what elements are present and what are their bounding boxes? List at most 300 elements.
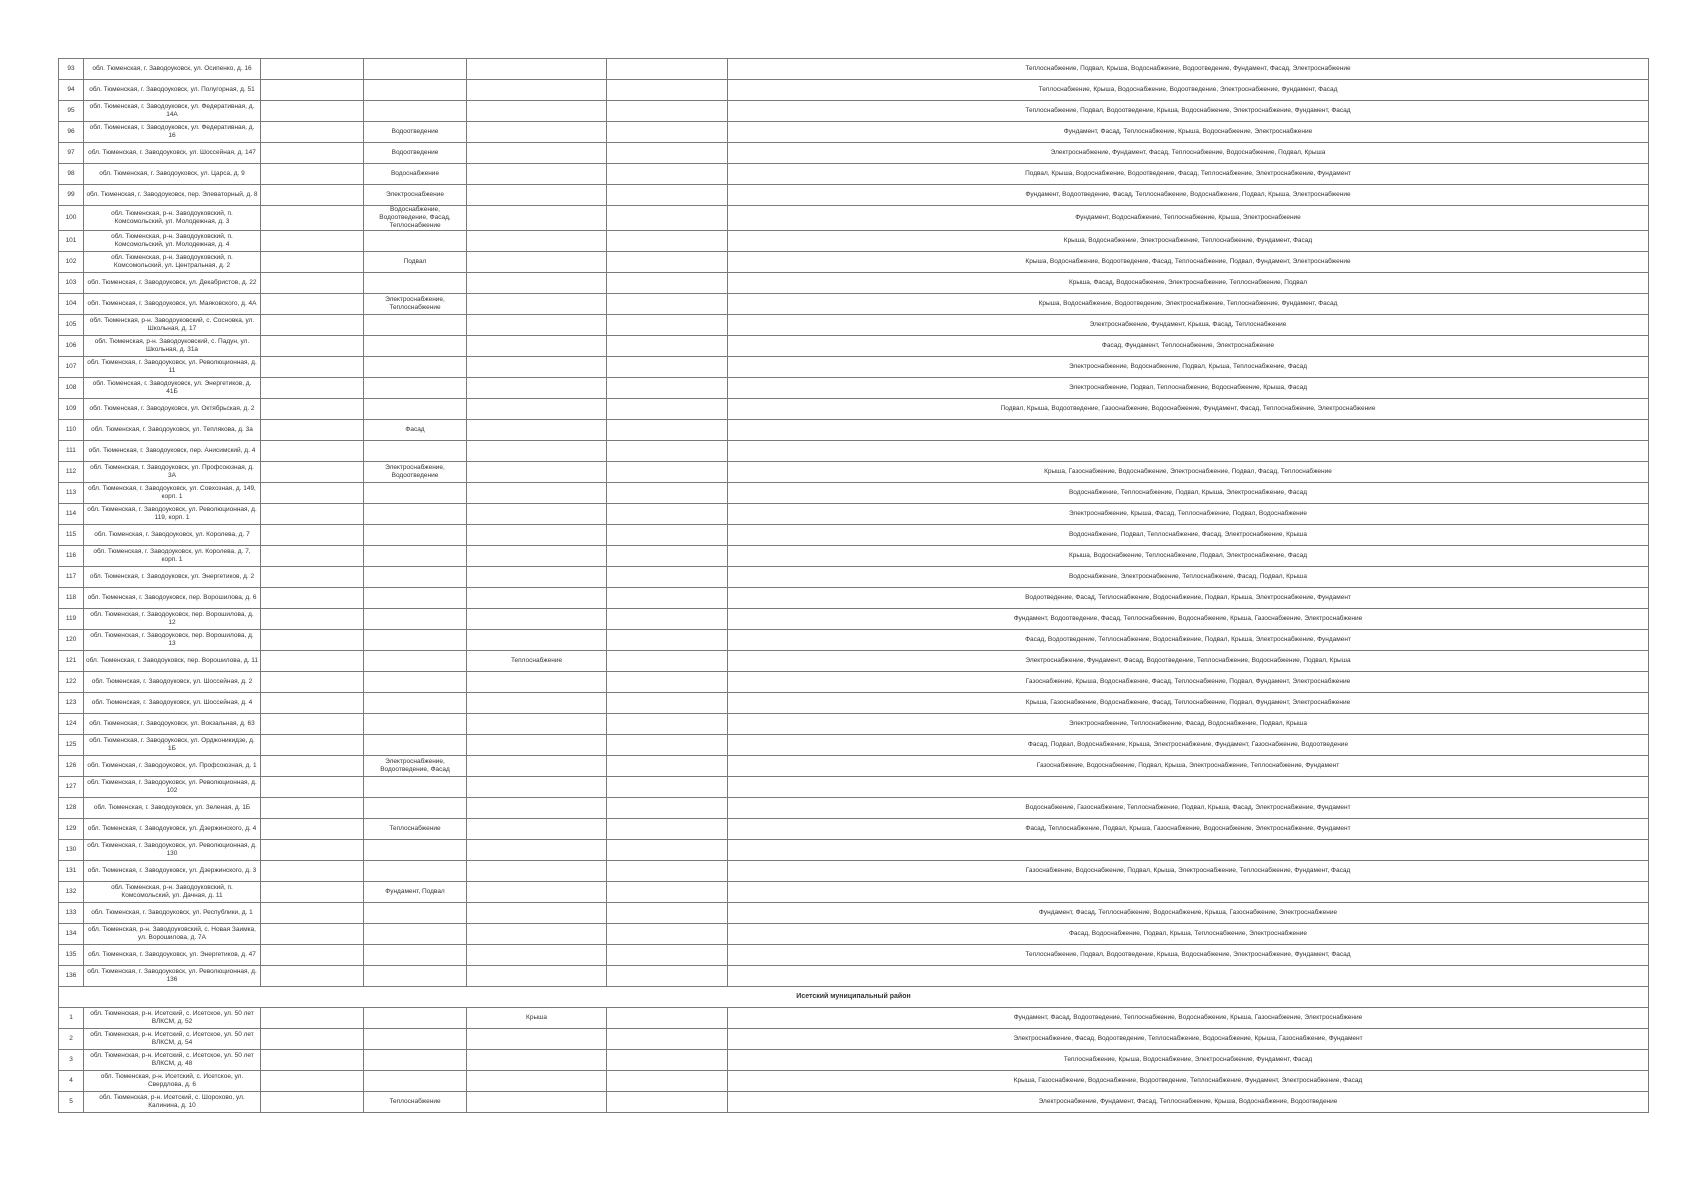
table-row [59,122,1649,143]
cell-col5 [467,273,607,294]
works-list-cell: Электроснабжение, Подвал, Теплоснабжение, Водоснабжение, Крыша, Фасад [728,378,1649,399]
table-row [59,672,1649,693]
cell-col3 [261,1071,364,1092]
row-number: 129 [59,819,84,840]
cell-col5 [467,630,607,651]
table-row [59,735,1649,756]
cell-col6 [607,483,728,504]
cell-col5 [467,1029,607,1050]
cell-col5 [467,441,607,462]
cell-col6 [607,840,728,861]
row-number: 110 [59,420,84,441]
cell-col3 [261,840,364,861]
cell-col3 [261,273,364,294]
works-list-cell: Электроснабжение, Фундамент, Фасад, Теплоснабжение, Крыша, Водоснабжение, Водоотведение [728,1092,1649,1113]
works-list-cell: Фундамент, Фасад, Водоотведение, Теплоснабжение, Водоснабжение, Крыша, Газоснабжение, Электроснабжение [728,1008,1649,1029]
cell-col5 [467,399,607,420]
table-row [59,252,1649,273]
address-cell: обл. Тюменская, г. Заводоуковск, ул. Шоссейная, д. 2 [84,672,261,693]
cell-col5 [467,143,607,164]
cell-col4 [364,1008,467,1029]
row-number: 97 [59,143,84,164]
row-number: 117 [59,567,84,588]
cell-col3 [261,504,364,525]
row-number: 121 [59,651,84,672]
cell-col6 [607,567,728,588]
cell-col5 [467,567,607,588]
cell-col6 [607,231,728,252]
cell-col3 [261,651,364,672]
cell-col3 [261,672,364,693]
cell-col3 [261,143,364,164]
cell-col6 [607,378,728,399]
cell-col4 [364,966,467,987]
table-row [59,185,1649,206]
works-list-cell: Крыша, Газоснабжение, Водоснабжение, Электроснабжение, Подвал, Фасад, Теплоснабжение [728,462,1649,483]
section-header [59,987,1649,1008]
cell-col6 [607,861,728,882]
address-cell: обл. Тюменская, г. Заводоуковск, ул. Маяковского, д. 4А [84,294,261,315]
cell-col6 [607,1008,728,1029]
cell-col3 [261,924,364,945]
table-row [59,273,1649,294]
cell-col5 [467,315,607,336]
row-number: 107 [59,357,84,378]
address-cell: обл. Тюменская, г. Заводоуковск, ул. Федеративная, д. 14А [84,101,261,122]
cell-col4 [364,504,467,525]
table-row [59,945,1649,966]
cell-col3 [261,609,364,630]
works-list-cell: Электроснабжение, Фундамент, Фасад, Теплоснабжение, Водоснабжение, Подвал, Крыша [728,143,1649,164]
cell-col3 [261,903,364,924]
table-row [59,1008,1649,1029]
cell-col5 [467,525,607,546]
cell-col5 [467,1050,607,1071]
row-number: 126 [59,756,84,777]
table-row [59,756,1649,777]
works-list-cell [728,420,1649,441]
row-number: 2 [59,1029,84,1050]
cell-col5 [467,420,607,441]
works-list-cell: Водоснабжение, Газоснабжение, Теплоснабжение, Подвал, Крыша, Фасад, Электроснабжение, Фундамент [728,798,1649,819]
table-row [59,903,1649,924]
address-cell: обл. Тюменская, г. Заводоуковск, ул. Революционная, д. 119, корп. 1 [84,504,261,525]
row-number: 103 [59,273,84,294]
address-cell: обл. Тюменская, г. Заводоуковск, ул. Шоссейная, д. 4 [84,693,261,714]
cell-col5 [467,357,607,378]
works-list-cell: Газоснабжение, Водоснабжение, Подвал, Крыша, Электроснабжение, Теплоснабжение, Фундамент, Фасад [728,861,1649,882]
row-number: 132 [59,882,84,903]
row-number: 127 [59,777,84,798]
table-row [59,714,1649,735]
cell-col4: Электроснабжение [364,185,467,206]
cell-col4 [364,777,467,798]
table-row [59,399,1649,420]
cell-col6 [607,546,728,567]
row-number: 104 [59,294,84,315]
cell-col3 [261,819,364,840]
works-list-cell: Фундамент, Водоотведение, Фасад, Теплоснабжение, Водоснабжение, Крыша, Газоснабжение, Электроснабжение [728,609,1649,630]
row-number: 122 [59,672,84,693]
address-cell: обл. Тюменская, г. Заводоуковск, ул. Теплякова, д. 3а [84,420,261,441]
address-cell: обл. Тюменская, р-н. Заводоуковский, п. Комсомольский, ул. Центральная, д. 2 [84,252,261,273]
row-number: 1 [59,1008,84,1029]
cell-col3 [261,206,364,231]
works-list-cell: Водоснабжение, Теплоснабжение, Подвал, Крыша, Электроснабжение, Фасад [728,483,1649,504]
cell-col5 [467,861,607,882]
cell-col5 [467,966,607,987]
cell-col3 [261,483,364,504]
cell-col5 [467,609,607,630]
works-list-cell [728,882,1649,903]
cell-col4: Электроснабжение, Теплоснабжение [364,294,467,315]
cell-col6 [607,1092,728,1113]
row-number: 93 [59,59,84,80]
address-cell: обл. Тюменская, р-н. Заводоуковский, п. Комсомольский, ул. Дачная, д. 11 [84,882,261,903]
cell-col5 [467,483,607,504]
table-row [59,630,1649,651]
cell-col6 [607,1050,728,1071]
cell-col4 [364,59,467,80]
row-number: 98 [59,164,84,185]
address-cell: обл. Тюменская, г. Заводоуковск, ул. Королева, д. 7 [84,525,261,546]
cell-col5 [467,798,607,819]
cell-col3 [261,567,364,588]
row-number: 123 [59,693,84,714]
table-row [59,378,1649,399]
address-cell: обл. Тюменская, г. Заводоуковск, ул. Энергетиков, д. 2 [84,567,261,588]
cell-col3 [261,1092,364,1113]
address-cell: обл. Тюменская, р-н. Заводоуковский, п. Комсомольский, ул. Молодежная, д. 3 [84,206,261,231]
cell-col3 [261,336,364,357]
cell-col6 [607,924,728,945]
cell-col5 [467,122,607,143]
table-row [59,651,1649,672]
cell-col3 [261,420,364,441]
cell-col4: Теплоснабжение [364,1092,467,1113]
cell-col4 [364,567,467,588]
works-list-cell: Крыша, Фасад, Водоснабжение, Электроснабжение, Теплоснабжение, Подвал [728,273,1649,294]
cell-col5 [467,80,607,101]
address-cell: обл. Тюменская, г. Заводоуковск, ул. Дзержинского, д. 3 [84,861,261,882]
works-list-cell: Теплоснабжение, Подвал, Водоотведение, Крыша, Водоснабжение, Электроснабжение, Фундамент, Фасад [728,945,1649,966]
row-number: 96 [59,122,84,143]
cell-col5 [467,231,607,252]
row-number: 136 [59,966,84,987]
cell-col4 [364,693,467,714]
cell-col4 [364,609,467,630]
cell-col4: Водоснабжение, Водоотведение, Фасад, Теплоснабжение [364,206,467,231]
row-number: 133 [59,903,84,924]
row-number: 94 [59,80,84,101]
address-cell: обл. Тюменская, г. Заводоуковск, ул. Республики, д. 1 [84,903,261,924]
cell-col4 [364,903,467,924]
cell-col3 [261,399,364,420]
cell-col5 [467,777,607,798]
row-number: 131 [59,861,84,882]
cell-col6 [607,945,728,966]
cell-col6 [607,206,728,231]
cell-col6 [607,714,728,735]
works-list-cell: Электроснабжение, Крыша, Фасад, Теплоснабжение, Подвал, Водоснабжение [728,504,1649,525]
table-row [59,164,1649,185]
address-cell: обл. Тюменская, г. Заводоуковск, ул. Дзержинского, д. 4 [84,819,261,840]
cell-col4 [364,945,467,966]
cell-col6 [607,122,728,143]
cell-col5 [467,693,607,714]
address-cell: обл. Тюменская, г. Заводоуковск, ул. Октябрьская, д. 2 [84,399,261,420]
table-row [59,840,1649,861]
cell-col3 [261,185,364,206]
cell-col4 [364,441,467,462]
spreadsheet-page [58,58,1649,1113]
table-row [59,101,1649,122]
cell-col6 [607,651,728,672]
cell-col3 [261,462,364,483]
row-number: 108 [59,378,84,399]
cell-col6 [607,756,728,777]
table-row [59,294,1649,315]
cell-col6 [607,588,728,609]
cell-col5 [467,588,607,609]
cell-col5 [467,504,607,525]
cell-col6 [607,336,728,357]
cell-col6 [607,294,728,315]
works-list-cell: Фундамент, Водоотведение, Фасад, Теплоснабжение, Водоснабжение, Подвал, Крыша, Электроснабжение [728,185,1649,206]
cell-col5 [467,252,607,273]
cell-col3 [261,441,364,462]
row-number: 115 [59,525,84,546]
cell-col4 [364,101,467,122]
cell-col3 [261,756,364,777]
row-number: 120 [59,630,84,651]
table-row [59,777,1649,798]
works-list-cell: Крыша, Газоснабжение, Водоснабжение, Фасад, Теплоснабжение, Подвал, Фундамент, Электроснабжение [728,693,1649,714]
works-list-cell: Фасад, Водоснабжение, Подвал, Крыша, Теплоснабжение, Электроснабжение [728,924,1649,945]
row-number: 124 [59,714,84,735]
cell-col5 [467,294,607,315]
row-number: 112 [59,462,84,483]
address-cell: обл. Тюменская, г. Заводоуковск, ул. Королева, д. 7, корп. 1 [84,546,261,567]
cell-col6 [607,164,728,185]
cell-col4: Водоотведение [364,122,467,143]
row-number: 130 [59,840,84,861]
works-list-cell: Теплоснабжение, Подвал, Крыша, Водоснабжение, Водоотведение, Фундамент, Фасад, Электроснабжение [728,59,1649,80]
cell-col6 [607,966,728,987]
cell-col4 [364,714,467,735]
cell-col3 [261,1008,364,1029]
cell-col6 [607,143,728,164]
cell-col3 [261,252,364,273]
cell-col4 [364,588,467,609]
table-row [59,143,1649,164]
row-number: 105 [59,315,84,336]
cell-col6 [607,903,728,924]
cell-col5 [467,840,607,861]
cell-col3 [261,588,364,609]
cell-col4: Водоснабжение [364,164,467,185]
works-list-cell: Крыша, Газоснабжение, Водоснабжение, Водоотведение, Теплоснабжение, Фундамент, Электроснабжение, Фасад [728,1071,1649,1092]
cell-col3 [261,714,364,735]
cell-col3 [261,630,364,651]
address-cell: обл. Тюменская, г. Заводоуковск, ул. Федеративная, д. 16 [84,122,261,143]
cell-col5 [467,672,607,693]
row-number: 128 [59,798,84,819]
table-row [59,1092,1649,1113]
cell-col4 [364,315,467,336]
works-list-cell: Фундамент, Фасад, Теплоснабжение, Водоснабжение, Крыша, Газоснабжение, Электроснабжение [728,903,1649,924]
cell-col4 [364,399,467,420]
cell-col5 [467,546,607,567]
cell-col4: Электроснабжение, Водоотведение, Фасад [364,756,467,777]
cell-col4 [364,672,467,693]
cell-col5 [467,714,607,735]
cell-col5 [467,378,607,399]
cell-col3 [261,861,364,882]
cell-col4 [364,546,467,567]
cell-col6 [607,462,728,483]
address-cell: обл. Тюменская, г. Заводоуковск, ул. Полугорная, д. 51 [84,80,261,101]
cell-col5 [467,185,607,206]
address-cell: обл. Тюменская, г. Заводоуковск, ул. Революционная, д. 11 [84,357,261,378]
cell-col3 [261,101,364,122]
works-list-cell: Подвал, Крыша, Водоотведение, Газоснабжение, Водоснабжение, Фундамент, Фасад, Теплоснабжение, Электроснабжение [728,399,1649,420]
cell-col5 [467,206,607,231]
works-list-cell: Теплоснабжение, Подвал, Водоотведение, Крыша, Водоснабжение, Электроснабжение, Фундамент, Фасад [728,101,1649,122]
address-cell: обл. Тюменская, р-н. Исетский, с. Шорохово, ул. Калинина, д. 10 [84,1092,261,1113]
works-list-cell: Крыша, Водоснабжение, Теплоснабжение, Подвал, Электроснабжение, Фасад [728,546,1649,567]
works-list-cell: Фундамент, Фасад, Теплоснабжение, Крыша, Водоснабжение, Электроснабжение [728,122,1649,143]
cell-col4 [364,525,467,546]
cell-col4 [364,357,467,378]
table-row [59,1029,1649,1050]
address-cell: обл. Тюменская, г. Заводоуковск, ул. Профсоюзная, д. 3А [84,462,261,483]
address-cell: обл. Тюменская, г. Заводоуковск, пер. Ворошилова, д. 11 [84,651,261,672]
row-number: 111 [59,441,84,462]
table-row [59,231,1649,252]
cell-col4 [364,483,467,504]
cell-col3 [261,80,364,101]
cell-col6 [607,525,728,546]
cell-col4: Теплоснабжение [364,819,467,840]
cell-col6 [607,630,728,651]
cell-col4 [364,798,467,819]
works-list-cell: Фасад, Водоотведение, Теплоснабжение, Водоснабжение, Подвал, Крыша, Электроснабжение, Фундамент [728,630,1649,651]
address-cell: обл. Тюменская, р-н. Исетский, с. Исетское, ул. 50 лет ВЛКСМ, д. 52 [84,1008,261,1029]
cell-col5: Теплоснабжение [467,651,607,672]
cell-col3 [261,315,364,336]
table-row [59,1071,1649,1092]
cell-col4 [364,651,467,672]
cell-col4 [364,1029,467,1050]
row-number: 106 [59,336,84,357]
cell-col3 [261,546,364,567]
cell-col5 [467,903,607,924]
table-row [59,441,1649,462]
address-cell: обл. Тюменская, г. Заводоуковск, ул. Орджоникидзе, д. 1Б [84,735,261,756]
table-row [59,861,1649,882]
works-list-cell: Газоснабжение, Водоснабжение, Подвал, Крыша, Электроснабжение, Теплоснабжение, Фундамент [728,756,1649,777]
row-number: 102 [59,252,84,273]
table-row [59,819,1649,840]
cell-col4 [364,231,467,252]
row-number: 135 [59,945,84,966]
row-number: 101 [59,231,84,252]
works-list-cell: Электроснабжение, Фасад, Водоотведение, Теплоснабжение, Водоснабжение, Крыша, Газоснабжение, Фундамент [728,1029,1649,1050]
cell-col6 [607,273,728,294]
cell-col6 [607,399,728,420]
table-row [59,609,1649,630]
row-number: 119 [59,609,84,630]
address-cell: обл. Тюменская, р-н. Заводоуковский, п. Комсомольский, ул. Молодежная, д. 4 [84,231,261,252]
works-list-cell: Электроснабжение, Фундамент, Крыша, Фасад, Теплоснабжение [728,315,1649,336]
cell-col3 [261,798,364,819]
table-row [59,336,1649,357]
table-row [59,315,1649,336]
works-list-cell: Электроснабжение, Фундамент, Фасад, Водоотведение, Теплоснабжение, Водоснабжение, Подвал, Крыша [728,651,1649,672]
cell-col4: Водоотведение [364,143,467,164]
table-row [59,80,1649,101]
table-row [59,462,1649,483]
cell-col6 [607,504,728,525]
table-row [59,966,1649,987]
row-number: 113 [59,483,84,504]
works-list-cell: Фасад, Подвал, Водоснабжение, Крыша, Электроснабжение, Фундамент, Газоснабжение, Водоотведение [728,735,1649,756]
table-row [59,798,1649,819]
address-cell: обл. Тюменская, р-н. Исетский, с. Исетское, ул. 50 лет ВЛКСМ, д. 48 [84,1050,261,1071]
cell-col4 [364,735,467,756]
cell-col6 [607,185,728,206]
cell-col4 [364,273,467,294]
table-row [59,420,1649,441]
cell-col4 [364,630,467,651]
row-number: 5 [59,1092,84,1113]
works-list-cell [728,840,1649,861]
works-list-cell: Фундамент, Водоснабжение, Теплоснабжение, Крыша, Электроснабжение [728,206,1649,231]
cell-col4 [364,840,467,861]
cell-col3 [261,1029,364,1050]
table-row [59,924,1649,945]
row-number: 114 [59,504,84,525]
address-cell: обл. Тюменская, г. Заводоуковск, ул. Революционная, д. 136 [84,966,261,987]
address-cell: обл. Тюменская, г. Заводоуковск, ул. Шоссейная, д. 147 [84,143,261,164]
cell-col3 [261,378,364,399]
row-number: 109 [59,399,84,420]
cell-col4: Фасад [364,420,467,441]
works-list-cell [728,966,1649,987]
cell-col5 [467,735,607,756]
cell-col4 [364,336,467,357]
cell-col6 [607,777,728,798]
table-body-isetsky [59,1008,1649,1113]
address-cell: обл. Тюменская, г. Заводоуковск, ул. Энергетиков, д. 47 [84,945,261,966]
table-row [59,525,1649,546]
cell-col3 [261,777,364,798]
address-cell: обл. Тюменская, г. Заводоуковск, пер. Элеваторный, д. 8 [84,185,261,206]
cell-col6 [607,609,728,630]
works-list-cell: Электроснабжение, Водоснабжение, Подвал, Крыша, Теплоснабжение, Фасад [728,357,1649,378]
table-row [59,882,1649,903]
row-number: 4 [59,1071,84,1092]
table-row [59,357,1649,378]
cell-col3 [261,164,364,185]
address-cell: обл. Тюменская, р-н. Заводоуковский, с. Падун, ул. Школьная, д. 31а [84,336,261,357]
housing-repair-table [58,58,1649,1113]
row-number: 116 [59,546,84,567]
works-list-cell: Теплоснабжение, Крыша, Водоснабжение, Водоотведение, Электроснабжение, Фундамент, Фасад [728,80,1649,101]
row-number: 125 [59,735,84,756]
works-list-cell: Фасад, Фундамент, Теплоснабжение, Электроснабжение [728,336,1649,357]
